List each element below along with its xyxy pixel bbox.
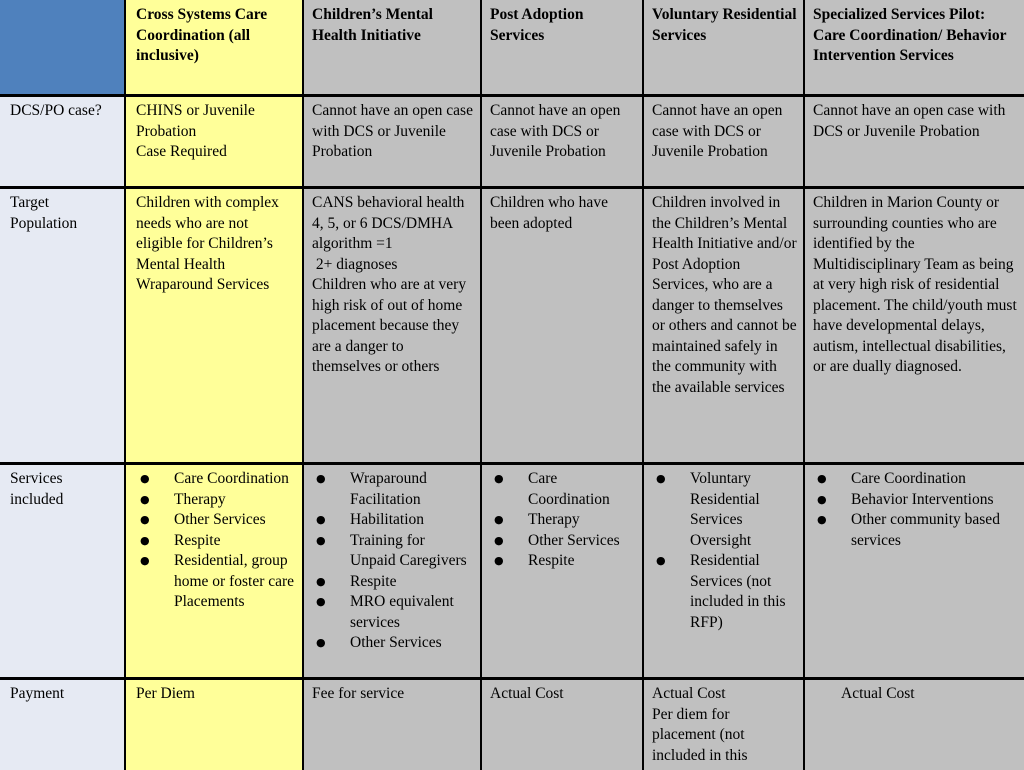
bullet-icon: ● [140,513,150,526]
header-row [0,0,1024,97]
list-item [136,531,296,552]
cell-dcs-post-adoption: Cannot have an open case with DCS or Juvenile Probation [482,97,644,189]
list-item-text: Therapy [174,490,226,508]
list-item [490,551,636,572]
bullet-icon: ● [316,595,326,608]
list-item [136,469,296,490]
bullet-icon: ● [140,533,150,547]
cell-payment-specialized: Actual Cost [805,680,1024,770]
header-childrens-mental-health: Children’s Mental Health Initiative [304,0,482,97]
list-item-text: Wraparound Facilitation [350,470,427,508]
list-item-text: Respite [174,531,221,549]
bullet-icon: ● [817,513,827,526]
bullet-list [312,469,474,654]
row-label-dcs: DCS/PO case? [0,97,126,189]
row-label-target: Target Population [0,189,126,465]
bullet-icon: ● [656,472,666,485]
row-label-payment: Payment [0,680,126,770]
cell-services-post-adoption [482,465,644,680]
cell-target-specialized: Children in Marion County or surrounding counties who are identified by the Multidisciplinary Team as being at very high risk of residential placement. The child/youth must have developmental delays, autism, intellectual disabilities, or are dually diagnosed. [805,189,1024,465]
list-item-text: Other Services [350,634,442,651]
list-item-text: Other community based services [851,511,1000,549]
list-item [813,490,1018,511]
list-item [312,531,474,572]
list-item-text: Care Coordination [174,470,289,487]
cell-dcs-cross-systems [126,97,304,189]
cell-target-voluntary: Children involved in the Children’s Mental Health Initiative and/or Post Adoption Services, who are a danger to themselves or others and cannot be maintained safely in the community with the available services [644,189,805,465]
list-item [312,572,474,593]
cell-text: CHINS or Juvenile Probation [136,102,255,140]
list-item [312,469,474,510]
cell-payment-voluntary [644,680,805,770]
bullet-icon: ● [656,554,666,567]
list-item [136,510,296,531]
cell-target-post-adoption: Children who have been adopted [482,189,644,465]
list-item [136,490,296,511]
list-item-text: Care Coordination [528,470,610,508]
cell-target-cmhi [304,189,482,465]
list-item [813,510,1018,551]
list-item [652,469,797,551]
header-voluntary-residential: Voluntary Residential Services [644,0,805,97]
bullet-icon: ● [140,472,150,485]
list-item-text: Respite [528,552,575,569]
list-item [136,551,296,613]
cell-payment-cmhi: Fee for service [304,680,482,770]
bullet-icon: ● [316,574,326,588]
list-item [652,551,797,633]
cell-dcs-specialized: Cannot have an open case with DCS or Juvenile Probation [805,97,1024,189]
list-item-text: Residential Services (not included in this RFP) [690,552,786,631]
table-row-payment [0,680,1024,770]
bullet-icon: ● [316,636,326,649]
header-corner [0,0,126,97]
cell-text: Actual Cost [652,685,726,702]
bullet-icon: ● [494,533,504,547]
cell-text: CANS behavioral health 4, 5, or 6 DCS/DMHA algorithm =1 [312,194,465,252]
bullet-icon: ● [494,554,504,567]
header-specialized-services: Specialized Services Pilot: Care Coordination/ Behavior Intervention Services [805,0,1024,97]
cell-text: Per diem for placement (not included in this [652,705,748,764]
list-item-text: Other Services [174,511,266,528]
list-item [490,510,636,531]
bullet-list [136,469,296,613]
row-label-services: Services included [0,465,126,680]
bullet-list [490,469,636,572]
list-item-text: Respite [350,572,397,590]
list-item-text: Voluntary Residential Services Oversight [690,470,760,549]
header-cross-systems: Cross Systems Care Coordination (all inclusive) [126,0,304,97]
table-row-dcs-case [0,97,1024,189]
cell-services-cross-systems [126,465,304,680]
list-item [490,531,636,552]
list-item-text: MRO equivalent services [350,593,454,631]
bullet-icon: ● [817,472,827,485]
list-item [312,633,474,654]
bullet-icon: ● [316,472,326,485]
cell-dcs-cmhi: Cannot have an open case with DCS or Juvenile Probation [304,97,482,189]
cell-text: Case Required [136,143,227,160]
list-item-text: Habilitation [350,511,425,528]
table-row-services [0,465,1024,680]
list-item [312,510,474,531]
list-item-text: Training for Unpaid Caregivers [350,531,467,569]
bullet-icon: ● [316,533,326,547]
table-row-target-population [0,189,1024,465]
list-item-text: Behavior Interventions [851,490,994,508]
bullet-icon: ● [494,472,504,485]
list-item-text: Care Coordination [851,470,966,487]
bullet-icon: ● [817,492,827,506]
bullet-list [652,469,797,633]
list-item-text: Therapy [528,511,580,528]
cell-target-cross-systems: Children with complex needs who are not eligible for Children’s Mental Health Wraparound Services [126,189,304,465]
list-item [813,469,1018,490]
cell-payment-cross-systems: Per Diem [126,680,304,770]
bullet-icon: ● [140,492,150,506]
cell-text: 2+ diagnoses [312,255,398,273]
cell-services-cmhi [304,465,482,680]
cell-dcs-voluntary: Cannot have an open case with DCS or Juvenile Probation [644,97,805,189]
bullet-list [813,469,1018,551]
list-item-text: Other Services [528,531,620,549]
cell-services-specialized [805,465,1024,680]
cell-services-voluntary [644,465,805,680]
header-post-adoption: Post Adoption Services [482,0,644,97]
bullet-icon: ● [494,513,504,526]
list-item [490,469,636,510]
cell-payment-post-adoption: Actual Cost [482,680,644,770]
list-item [312,592,474,633]
bullet-icon: ● [316,513,326,526]
list-item-text: Residential, group home or foster care Placements [174,552,295,610]
bullet-icon: ● [140,554,150,567]
cell-text: Children who are at very high risk of out of home placement because they are a danger to themselves or others [312,276,467,375]
